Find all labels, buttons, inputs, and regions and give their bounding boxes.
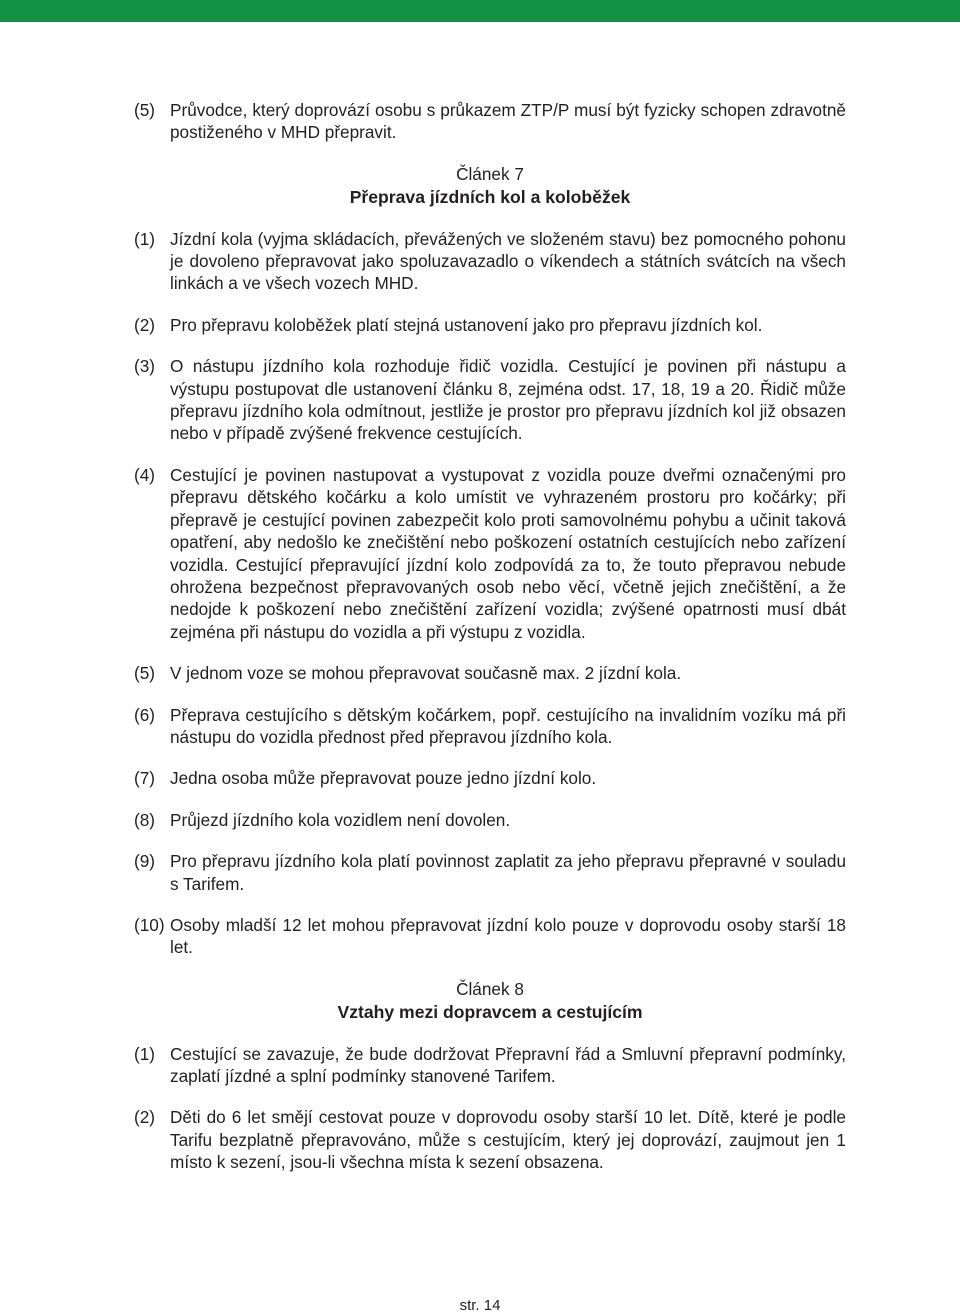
- article-label: Článek 8: [456, 978, 524, 999]
- article-heading: [134, 163, 846, 209]
- paragraph-number: (2): [134, 1107, 156, 1128]
- page-number: str. 14: [459, 1297, 501, 1314]
- paragraph-number: (8): [134, 809, 156, 830]
- paragraph-text: Pro přepravu koloběžek platí stejná ustanovení jako pro přepravu jízdních kol.: [170, 314, 763, 335]
- paragraph-text: Cestující je povinen nastupovat a vystupovat z vozidla pouze dveřmi označenými pro přepravu dětského kočárku a kolo umístit ve vyhrazeném prostoru pro kočárky; při přepravě je cestující povinen zabezpečit kolo proti samovolnému pohybu a učinit taková opatření, aby nedošlo ke znečištění nebo poškození ostatních cestujících nebo zařízení vozidla. Cestující přepravující jízdní kolo zodpovídá za to, že touto přepravou nebude ohrožena bezpečnost přepravovaných osob nebo věcí, včetně jejich znečištění, a že nedojde k poškození nebo znečištění zařízení vozidla; zvýšené opatrnosti musí dbát zejména při nástupu do vozidla a při výstupu z vozidla.: [170, 464, 846, 642]
- paragraph-text: Cestující se zavazuje, že bude dodržovat Přepravní řád a Smluvní přepravní podmínky, zaplatí jízdné a splní podmínky stanovené Tarifem.: [170, 1043, 846, 1086]
- paragraph-number: (10): [134, 914, 165, 935]
- article-title: Vztahy mezi dopravcem a cestujícím: [337, 1002, 643, 1023]
- paragraph-text: Přeprava cestujícího s dětským kočárkem, popř. cestujícího na invalidním vozíku má při nástupu do vozidla přednost před přepravou jízdního kola.: [170, 704, 846, 747]
- paragraph-text: Děti do 6 let smějí cestovat pouze v doprovodu osoby starší 10 let. Dítě, které je podle Tarifu bezplatně přepravováno, může s cestujícím, který jej doprovází, zaujmout jen 1 místo k sezení, jsou-li všechna místa k sezení obsazena.: [170, 1107, 846, 1173]
- document-body: [134, 99, 846, 1193]
- header-green-bar: [0, 0, 960, 22]
- paragraph: [134, 1106, 846, 1173]
- paragraph-number: (3): [134, 356, 156, 377]
- paragraph-text: V jednom voze se mohou přepravovat současně max. 2 jízdní kola.: [170, 663, 682, 684]
- paragraph-number: (7): [134, 768, 156, 789]
- paragraph-text: Pro přepravu jízdního kola platí povinnost zaplatit za jeho přepravu přepravné v souladu s Tarifem.: [170, 851, 846, 894]
- paragraph: [134, 662, 846, 684]
- paragraph-number: (2): [134, 314, 156, 335]
- paragraph: [134, 314, 846, 336]
- article-heading: [134, 978, 846, 1024]
- paragraph: [134, 228, 846, 295]
- article-title: Přeprava jízdních kol a koloběžek: [349, 187, 631, 208]
- paragraph: [134, 767, 846, 789]
- paragraph-text: O nástupu jízdního kola rozhoduje řidič vozidla. Cestující je povinen při nástupu a výstupu postupovat dle ustanovení článku 8, zejména odst. 17, 18, 19 a 20. Řidič může přepravu jízdního kola odmítnout, jestliže je prostor pro přepravu jízdních kol již obsazen nebo v případě zvýšené frekvence cestujících.: [170, 356, 846, 444]
- paragraph-number: (9): [134, 851, 156, 872]
- paragraph: [134, 850, 846, 895]
- paragraph: [134, 809, 846, 831]
- paragraph-number: (1): [134, 228, 156, 249]
- paragraph-text: Jedna osoba může přepravovat pouze jedno jízdní kolo.: [170, 768, 597, 789]
- paragraph-number: (4): [134, 464, 156, 485]
- paragraph-text: Osoby mladší 12 let mohou přepravovat jízdní kolo pouze v doprovodu osoby starší 18 let.: [170, 914, 846, 958]
- paragraph: [134, 1043, 846, 1088]
- paragraph-number: (5): [134, 663, 156, 684]
- paragraph-number: (1): [134, 1043, 156, 1064]
- paragraph-text: Jízdní kola (vyjma skládacích, převážených ve složeném stavu) bez pomocného pohonu je dovoleno přepravovat jako spoluzavazadlo o víkendech a státních svátcích na všech linkách a ve všech vozech MHD.: [170, 228, 846, 294]
- paragraph-number: (5): [134, 100, 156, 120]
- paragraph: [134, 464, 846, 643]
- paragraph: [134, 914, 846, 959]
- paragraph-text: Průjezd jízdního kola vozidlem není dovolen.: [170, 809, 511, 830]
- article-label: Článek 7: [456, 163, 524, 184]
- paragraph-text: Průvodce, který doprovází osobu s průkazem ZTP/P musí být fyzicky schopen zdravotně postiženého v MHD přepravit.: [170, 100, 846, 143]
- paragraph: [134, 704, 846, 749]
- paragraph: [134, 355, 846, 445]
- paragraph: [134, 99, 846, 144]
- paragraph-number: (6): [134, 704, 156, 725]
